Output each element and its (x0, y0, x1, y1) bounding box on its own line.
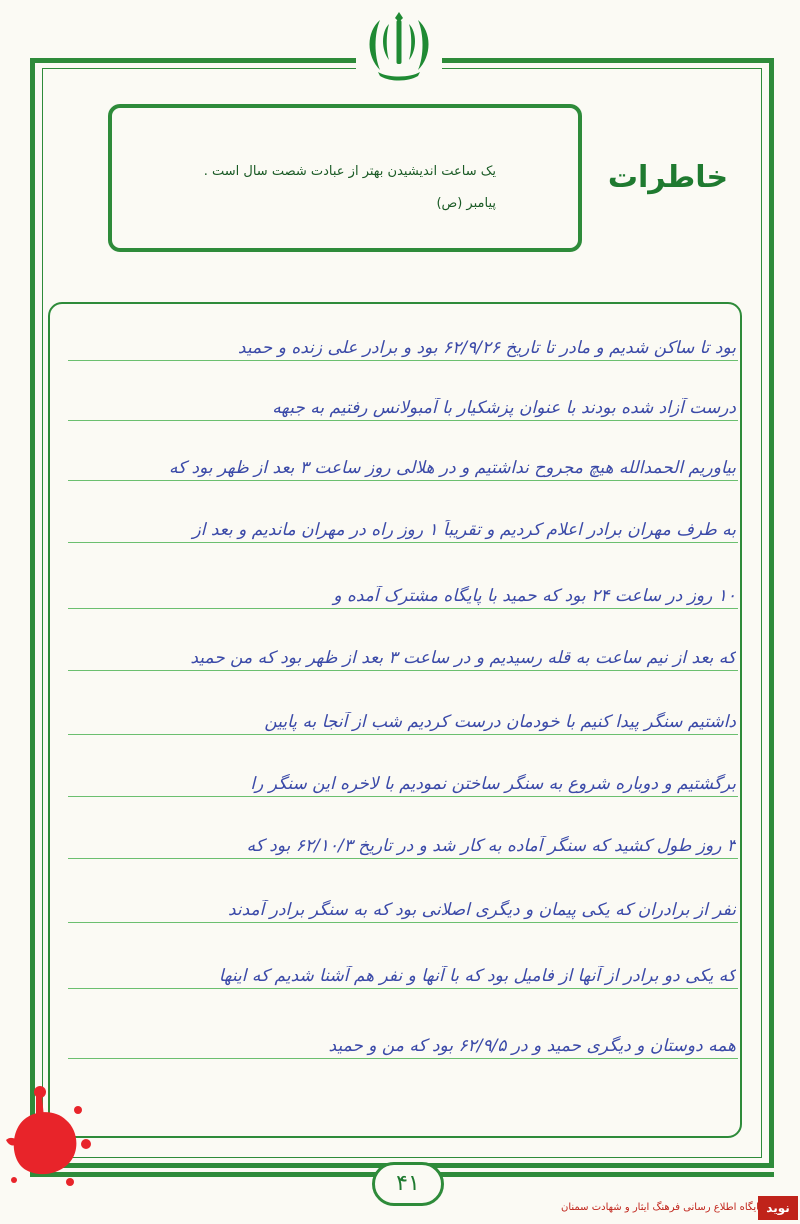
page-number: ۴۱ (372, 1162, 444, 1206)
memoir-line: همه دوستان و دیگری حمید و در ۶۲/۹/۵ بود که من و حمید (328, 1036, 736, 1056)
memoir-line: ۱۰ روز در ساعت ۲۴ بود که حمید با پایگاه مشترک آمده و (333, 586, 736, 606)
memoir-line: نفر از برادران که یکی پیمان و دیگری اصلانی بود که به سنگر برادر آمدند (227, 900, 736, 920)
memoir-line: بود تا ساکن شدیم و مادر تا تاریخ ۶۲/۹/۲۶ بود و برادر علی زنده و حمید (237, 338, 736, 358)
ruled-line (68, 480, 738, 481)
memoir-line: که یکی دو برادر از آنها از فامیل بود که با آنها و نفر هم آشنا شدیم که اینها (218, 966, 736, 986)
quote-attribution: پیامبر (ص) (436, 196, 496, 211)
memoir-line: به طرف مهران برادر اعلام کردیم و تقریباً ۱ روز راه در مهران ماندیم و بعد از (192, 520, 736, 540)
ruled-line (68, 608, 738, 609)
ruled-line (68, 922, 738, 923)
ruled-line (68, 858, 738, 859)
ruled-line (68, 988, 738, 989)
memoir-line: درست آزاد شده بودند با عنوان پزشکیار با آمبولانس رفتیم به جبهه (272, 398, 736, 418)
footer-site-name: پایگاه اطلاع رسانی فرهنگ ایثار و شهادت سمنان (560, 1202, 762, 1213)
ruled-line (68, 420, 738, 421)
ruled-line (68, 670, 738, 671)
section-title: خاطرات (607, 160, 729, 195)
ruled-line (68, 1058, 738, 1059)
hadith-quote: یک ساعت اندیشیدن بهتر از عبادت شصت سال است . (203, 164, 496, 179)
red-ink-blot-icon (0, 1084, 96, 1194)
ruled-line (68, 796, 738, 797)
footer-brand-logo: نوید (758, 1196, 798, 1220)
ruled-line (68, 542, 738, 543)
memoir-line: ۳ روز طول کشید که سنگر آماده به کار شد و در تاریخ ۶۲/۱۰/۳ بود که (246, 836, 736, 856)
ruled-line (68, 360, 738, 361)
memoir-line: بیاوریم الحمدالله هیچ مجروح نداشتیم و در هلالی روز ساعت ۳ بعد از ظهر بود که (168, 458, 736, 478)
iran-emblem-icon (356, 6, 442, 86)
memoir-line: داشتیم سنگر پیدا کنیم با خودمان درست کردیم شب از آنجا به پایین (264, 712, 736, 732)
header-box (108, 104, 582, 252)
ruled-line (68, 734, 738, 735)
memoir-line: که بعد از نیم ساعت به قله رسیدیم و در ساعت ۳ بعد از ظهر بود که من حمید (190, 648, 736, 668)
memoir-line: برگشتیم و دوباره شروع به سنگر ساختن نمودیم با لاخره این سنگر را (250, 774, 736, 794)
